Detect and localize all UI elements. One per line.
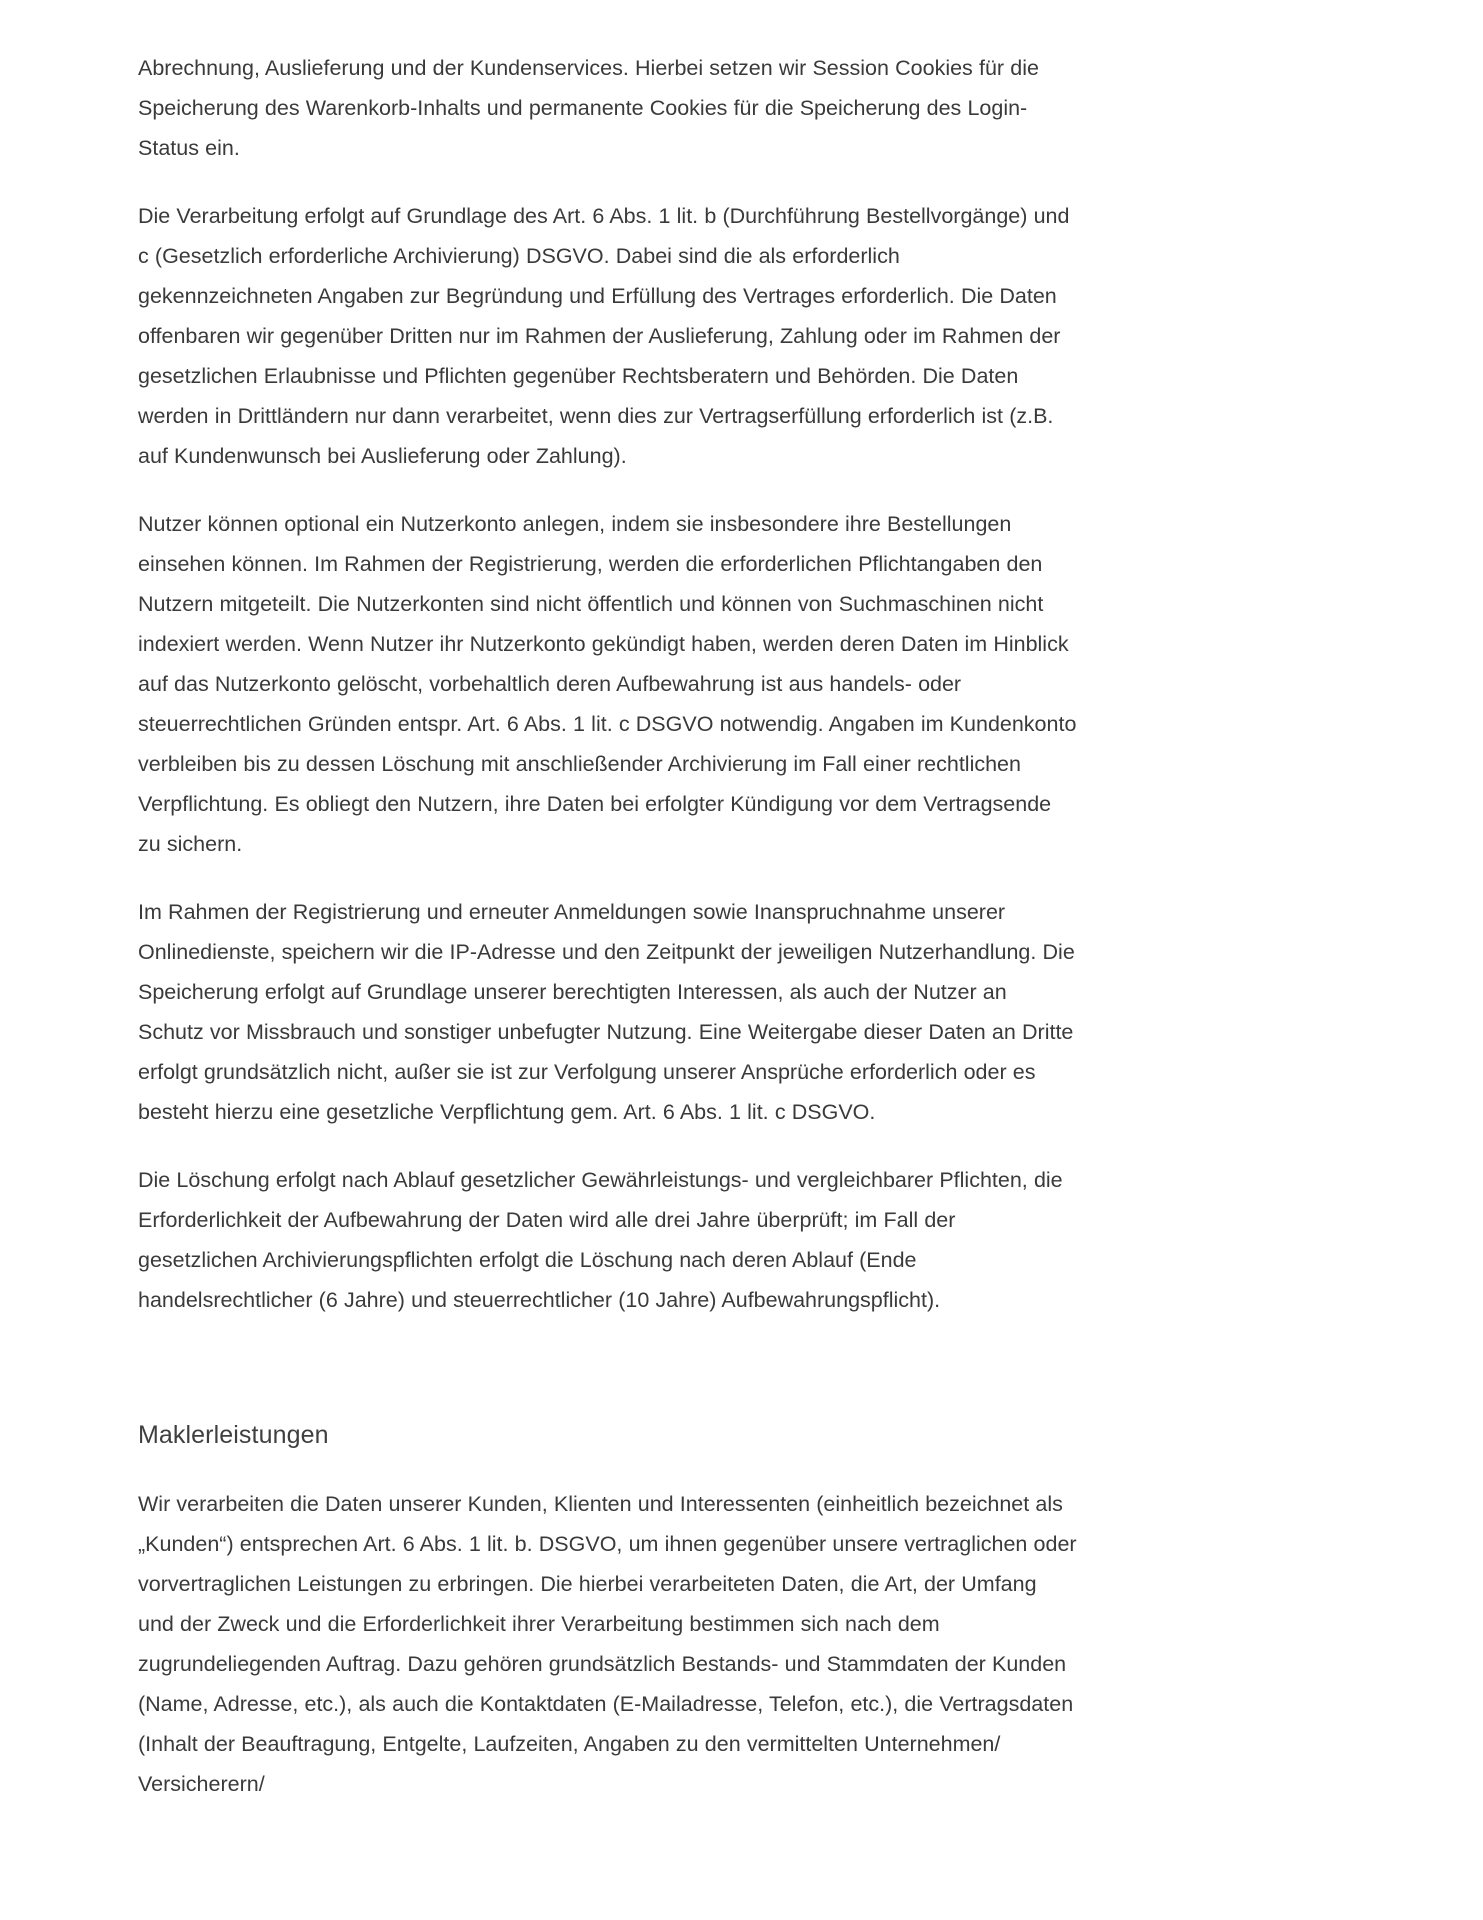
paragraph-registrierung-ip-adresse: Im Rahmen der Registrierung und erneuter Anmeldungen sowie Inanspruchnahme unserer Onlinedienste, speichern wir die IP-Adresse und den Zeitpunkt der jeweiligen Nutzerhandlung. Die Speicherung erfolgt auf Grundlage unserer berechtigten Interessen, als auch der Nutzer an Schutz vor Missbrauch und sonstiger unbefugter Nutzung. Eine Weitergabe dieser Daten an Dritte erfolgt grundsätzlich nicht, außer sie ist zur Verfolgung unserer Ansprüche erforderlich oder es besteht hierzu eine gesetzliche Verpflichtung gem. Art. 6 Abs. 1 lit. c DSGVO. — [138, 900, 1075, 1124]
section-heading-maklerleistungen: Maklerleistungen — [138, 1421, 329, 1449]
paragraph-loeschung-fristen: Die Löschung erfolgt nach Ablauf gesetzlicher Gewährleistungs- und vergleichbarer Pflichten, die Erforderlichkeit der Aufbewahrung der Daten wird alle drei Jahre überprüft; im Fall der gesetzlichen Archivierungspflichten erfolgt die Löschung nach deren Ablauf (Ende handelsrechtlicher (6 Jahre) und steuerrechtlicher (10 Jahre) Aufbewahrungspflicht). — [138, 1168, 1063, 1312]
paragraph-maklerleistungen-intro: Wir verarbeiten die Daten unserer Kunden, Klienten und Interessenten (einheitlich bezeichnet als „Kunden“) entsprechen Art. 6 Abs. 1 lit. b. DSGVO, um ihnen gegenüber unsere vertraglichen oder vorvertraglichen Leistungen zu erbringen. Die hierbei verarbeiteten Daten, die Art, der Umfang und der Zweck und die Erforderlichkeit ihrer Verarbeitung bestimmen sich nach dem zugrundeliegenden Auftrag. Dazu gehören grundsätzlich Bestands- und Stammdaten der Kunden (Name, Adresse, etc.), als auch die Kontaktdaten (E-Mailadresse, Telefon, etc.), die Vertragsdaten (Inhalt der Beauftragung, Entgelte, Laufzeiten, Angaben zu den vermittelten Unternehmen/ Versicherern/ — [138, 1492, 1077, 1796]
paragraph-nutzerkonto: Nutzer können optional ein Nutzerkonto anlegen, indem sie insbesondere ihre Bestellungen einsehen können. Im Rahmen der Registrierung, werden die erforderlichen Pflichtangaben den Nutzern mitgeteilt. Die Nutzerkonten sind nicht öffentlich und können von Suchmaschinen nicht indexiert werden. Wenn Nutzer ihr Nutzerkonto gekündigt haben, werden deren Daten im Hinblick auf das Nutzerkonto gelöscht, vorbehaltlich deren Aufbewahrung ist aus handels- oder steuerrechtlichen Gründen entspr. Art. 6 Abs. 1 lit. c DSGVO notwendig. Angaben im Kundenkonto verbleiben bis zu dessen Löschung mit anschließender Archivierung im Fall einer rechtlichen Verpflichtung. Es obliegt den Nutzern, ihre Daten bei erfolgter Kündigung vor dem Vertragsende zu sichern. — [138, 512, 1077, 856]
section-spacer — [138, 1348, 1078, 1416]
paragraph-abrechnung: Abrechnung, Auslieferung und der Kundenservices. Hierbei setzen wir Session Cookies für die Speicherung des Warenkorb-Inhalts und permanente Cookies für die Speicherung des Login-Status ein. — [138, 56, 1039, 160]
document-content — [138, 48, 1078, 1804]
paragraph-verarbeitung-grundlage: Die Verarbeitung erfolgt auf Grundlage des Art. 6 Abs. 1 lit. b (Durchführung Bestellvorgänge) und c (Gesetzlich erforderliche Archivierung) DSGVO. Dabei sind die als erforderlich gekennzeichneten Angaben zur Begründung und Erfüllung des Vertrages erforderlich. Die Daten offenbaren wir gegenüber Dritten nur im Rahmen der Auslieferung, Zahlung oder im Rahmen der gesetzlichen Erlaubnisse und Pflichten gegenüber Rechtsberatern und Behörden. Die Daten werden in Drittländern nur dann verarbeitet, wenn dies zur Vertragserfüllung erforderlich ist (z.B. auf Kundenwunsch bei Auslieferung oder Zahlung). — [138, 204, 1070, 468]
